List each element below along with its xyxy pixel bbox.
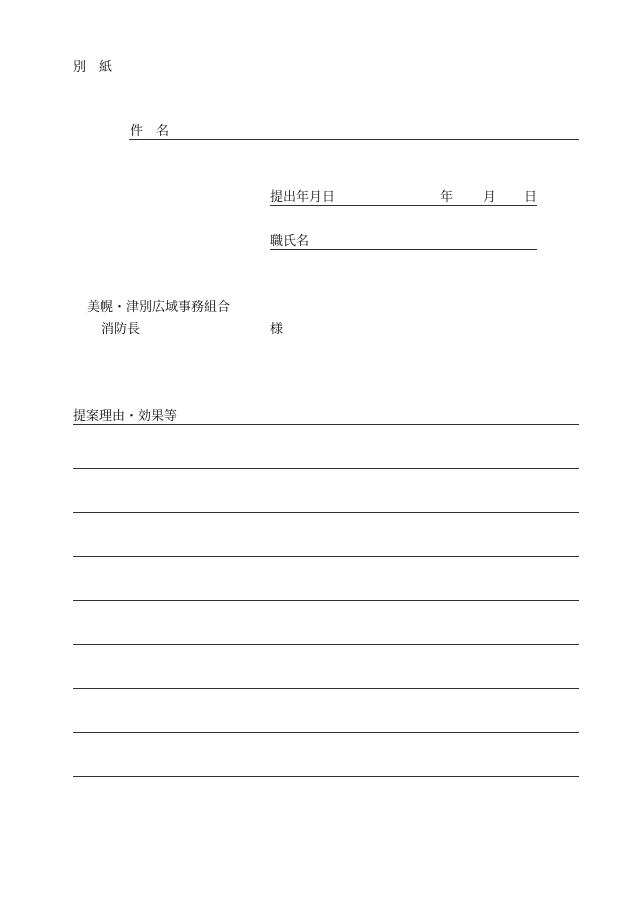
proposal-line[interactable] bbox=[73, 776, 579, 777]
proposal-label: 提案理由・効果等 bbox=[73, 409, 178, 424]
proposal-line[interactable] bbox=[73, 644, 579, 645]
date-field[interactable] bbox=[270, 205, 537, 206]
addressee-organization: 美幌・津別広域事務組合 bbox=[87, 300, 231, 315]
subject-field[interactable] bbox=[129, 139, 579, 140]
date-year-label: 年 bbox=[440, 190, 454, 205]
attachment-label: 別 紙 bbox=[73, 60, 113, 75]
date-day-label: 日 bbox=[524, 190, 538, 205]
proposal-line[interactable] bbox=[73, 600, 579, 601]
proposal-line[interactable] bbox=[73, 688, 579, 689]
proposal-line[interactable] bbox=[73, 556, 579, 557]
name-field[interactable] bbox=[270, 249, 537, 250]
proposal-line[interactable] bbox=[73, 468, 579, 469]
proposal-line[interactable] bbox=[73, 424, 579, 425]
addressee-title: 消防長 bbox=[101, 322, 141, 337]
proposal-line[interactable] bbox=[73, 732, 579, 733]
date-month-label: 月 bbox=[483, 190, 497, 205]
date-label: 提出年月日 bbox=[270, 190, 336, 205]
proposal-line[interactable] bbox=[73, 512, 579, 513]
name-label: 職氏名 bbox=[270, 234, 310, 249]
addressee-honorific: 様 bbox=[270, 322, 284, 337]
subject-label: 件 名 bbox=[130, 124, 170, 139]
